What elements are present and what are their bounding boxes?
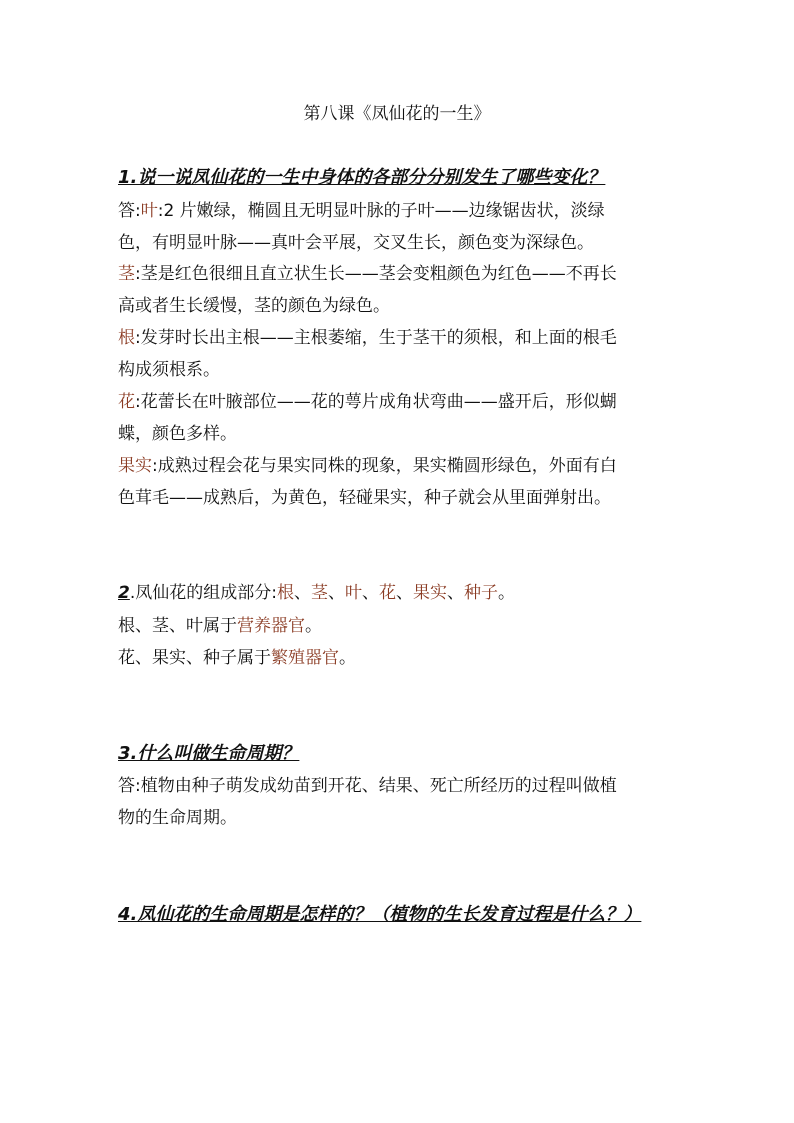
answer-flower-line-1: [118, 390, 698, 414]
question-2-number: 2: [118, 583, 130, 603]
answer-leaf-line-2: 色，有明显叶脉——真叶会平展，交叉生长，颜色变为深绿色。: [118, 233, 594, 253]
answer-stem-line-2: 高或者生长缓慢，茎的颜色为绿色。: [118, 296, 390, 316]
fruit-label: 果实: [118, 456, 152, 476]
question-4-text: .凤仙花的生命周期是怎样的？（植物的生长发育过程是什么？）: [130, 904, 642, 925]
question-4-number: 4: [118, 904, 131, 925]
fruit-text-1: :成熟过程会花与果实同株的现象，果实椭圆形绿色，外面有白: [152, 456, 617, 476]
root-label: 根: [118, 328, 135, 348]
vegetative-organs-line: [118, 614, 698, 638]
question-4: [118, 902, 698, 928]
sentence-end: 。: [497, 583, 515, 603]
root-text-1: :发芽时长出主根——主根萎缩，生于茎干的须根，和上面的根毛: [135, 328, 617, 348]
answer-root-line-1: [118, 326, 698, 350]
stem-label: 茎: [118, 264, 135, 284]
separator: 、: [327, 583, 345, 603]
separator: 、: [293, 583, 311, 603]
answer-3-line-2: 物的生命周期。: [118, 808, 237, 828]
stem-text-1: :茎是红色很细且直立状生长——茎会变粗颜色为红色——不再长: [135, 264, 617, 284]
answer-prefix: 答:: [118, 201, 141, 221]
flower-text-1: :花蕾长在叶腋部位——花的萼片成角状弯曲——盛开后，形似蝴: [135, 392, 617, 412]
part-leaf: 叶: [344, 583, 362, 603]
part-stem: 茎: [310, 583, 328, 603]
answer-fruit-line-1: [118, 454, 698, 478]
document-title: 第八课《凤仙花的一生》: [303, 104, 491, 124]
question-1: 1.说一说凤仙花的一生中身体的各部分分别发生了哪些变化？: [118, 167, 606, 188]
flower-label: 花: [118, 392, 135, 412]
part-fruit: 果实: [412, 583, 447, 603]
vegetative-organs: 营养器官: [237, 616, 305, 636]
reproductive-organs-line: [118, 646, 698, 670]
part-seed: 种子: [463, 583, 498, 603]
answer-3-line-1: 答:植物由种子萌发成幼苗到开花、结果、死亡所经历的过程叫做植: [118, 776, 617, 796]
leaf-text-1: :2 片嫩绿，椭圆且无明显叶脉的子叶——边缘锯齿状，淡绿: [157, 201, 605, 221]
answer-flower-line-2: 蝶，颜色多样。: [118, 424, 237, 444]
separator: 、: [446, 583, 464, 603]
question-2-lead: .凤仙花的组成部分:: [129, 583, 277, 603]
answer-fruit-line-2: 色茸毛——成熟后，为黄色，轻碰果实，种子就会从里面弹射出。: [118, 488, 611, 508]
answer-leaf-line-1: [118, 199, 698, 223]
part-flower: 花: [378, 583, 396, 603]
leaf-label: 叶: [140, 201, 158, 221]
answer-stem-line-1: [118, 262, 698, 286]
question-3: 3.什么叫做生命周期？: [118, 743, 300, 764]
sentence-end: 。: [339, 648, 356, 668]
separator: 、: [361, 583, 379, 603]
question-2: [118, 581, 698, 605]
answer-root-line-2: 构成须根系。: [118, 360, 220, 380]
sentence-end: 。: [305, 616, 322, 636]
separator: 、: [395, 583, 413, 603]
reproductive-prefix: 花、果实、种子属于: [118, 648, 271, 668]
reproductive-organs: 繁殖器官: [271, 648, 339, 668]
vegetative-prefix: 根、茎、叶属于: [118, 616, 237, 636]
part-root: 根: [276, 583, 294, 603]
